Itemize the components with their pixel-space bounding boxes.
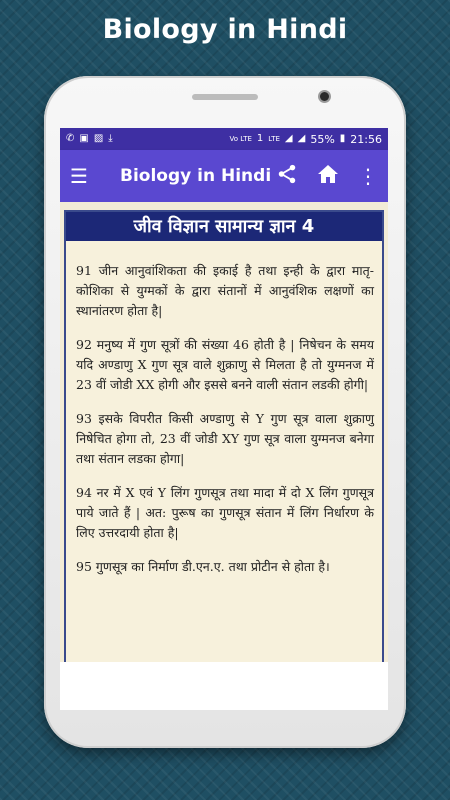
gallery-icon: ▣ bbox=[79, 133, 89, 144]
battery-icon: ▮ bbox=[339, 133, 346, 144]
signal-2-icon: ◢ bbox=[297, 133, 306, 144]
app-title: Biology in Hindi bbox=[120, 166, 272, 186]
menu-icon[interactable]: ☰ bbox=[70, 164, 88, 188]
more-options-icon[interactable]: ⋮ bbox=[358, 164, 378, 188]
paragraph-94: 94 नर में X एवं Y लिंग गुणसूत्र तथा मादा में दो X लिंग गुणसूत्र पाये जाते हैं | अत: पुरूष का गुणसूत्र संतान में लिंग निर्धारण के लिए उत्तरदायी होता है| bbox=[76, 485, 374, 540]
status-bar bbox=[60, 128, 388, 150]
paragraph-92: 92 मनुष्य में गुण सूत्रों की संख्या 46 होती है | निषेचन के समय यदि अण्डाणु X गुण सूत्र वाले शुक्राणु से मिलता है तो युग्मनज में 23 वीं जोडी XX होगी और इससे बनने वाली संतान लडकी होगी| bbox=[76, 337, 374, 392]
share-icon[interactable] bbox=[276, 163, 298, 189]
paragraph-91: 91 जीन आनुवांशिकता की इकाई है तथा इन्ही के द्वारा मातृ-कोशिका से युग्मकों के द्वारा संतानों में आनुवंशिक लक्षणों का स्थानांतरण होता है| bbox=[76, 263, 374, 318]
paragraph-95: 95 गुणसूत्र का निर्माण डी.एन.ए. तथा प्रोटीन से होता है। bbox=[76, 559, 330, 574]
content-area[interactable] bbox=[60, 202, 388, 662]
paragraph-list bbox=[66, 241, 382, 577]
battery-percent: 55% bbox=[310, 132, 335, 146]
image-icon: ▨ bbox=[93, 133, 104, 144]
earpiece bbox=[192, 94, 258, 100]
banner-title: Biology in Hindi bbox=[102, 14, 348, 45]
viber-icon: ✆ bbox=[66, 133, 75, 144]
bottom-blank-area bbox=[60, 662, 388, 710]
clock: 21:56 bbox=[350, 132, 382, 146]
signal-icon: ◢ bbox=[284, 133, 293, 144]
app-bar bbox=[60, 150, 388, 202]
volte-label: Vo LTE bbox=[229, 134, 252, 143]
phone-frame bbox=[44, 76, 406, 748]
download-icon: ⤓ bbox=[108, 133, 113, 144]
page-heading: जीव विज्ञान सामान्य ज्ञान 4 bbox=[66, 212, 382, 241]
content-frame bbox=[64, 210, 384, 662]
network-type: LTE bbox=[268, 134, 280, 143]
front-camera bbox=[318, 90, 331, 103]
paragraph-93: 93 इसके विपरीत किसी अण्डाणु से Y गुण सूत्र वाला शुक्राणु निषेचित होगा तो, 23 वीं जोडी XY गुण सूत्र वाला युग्मनज बनेगा तथा संतान लडका होगा| bbox=[76, 411, 374, 466]
phone-screen bbox=[60, 128, 388, 710]
home-icon[interactable] bbox=[316, 163, 340, 189]
sim-indicator: 1 bbox=[256, 133, 264, 144]
